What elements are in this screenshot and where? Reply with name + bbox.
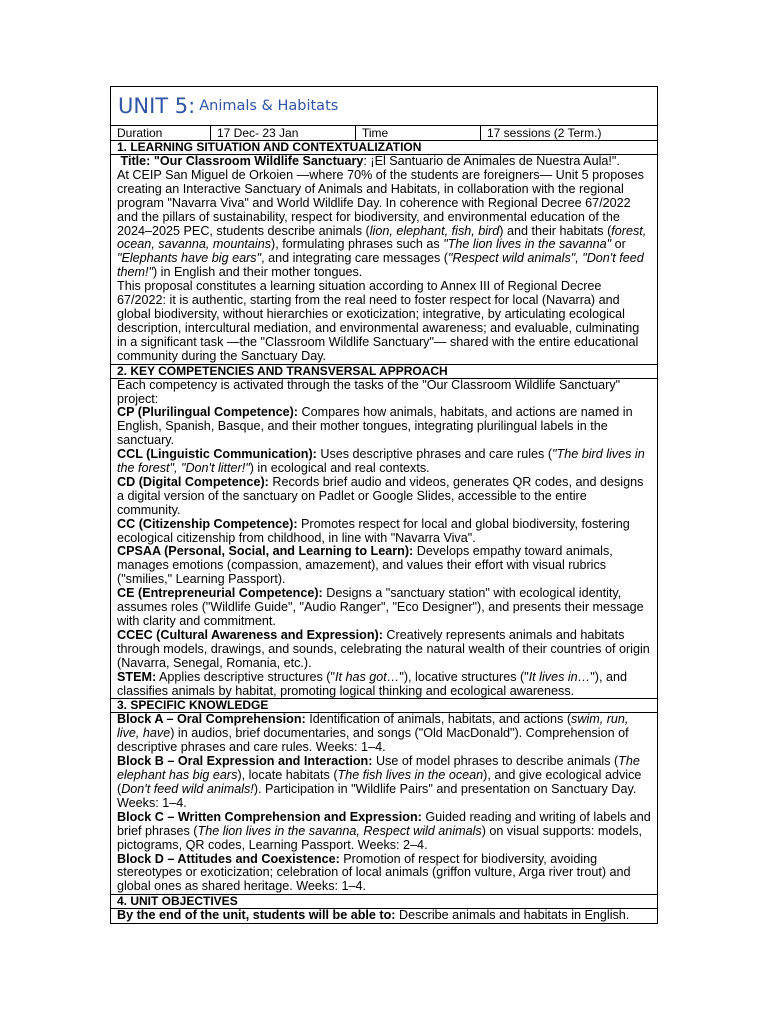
section-2-body: [111, 379, 657, 700]
unit-title: UNIT 5:: [118, 94, 196, 118]
section-1-body: [111, 155, 657, 365]
competency-stem: STEM: Applies descriptive structures ("It has got…"), locative structures ("It lives in…"), and classifies animals by habitat, promoting logical thinking and ecological awareness.: [117, 669, 627, 698]
competency-ccl: CCL (Linguistic Communication): Uses descriptive phrases and care rules ("The bird lives in the forest", "Don't litter!") in ecological and real contexts.: [117, 447, 645, 476]
competencies-intro: Each competency is activated through the tasks of the "Our Classroom Wildlife Sanctuary" project:: [117, 377, 621, 406]
section-2-heading: 2. KEY COMPETENCIES AND TRANSVERSAL APPROACH: [111, 365, 657, 379]
duration-label: Duration: [111, 126, 211, 140]
competency-cc: CC (Citizenship Competence): Promotes respect for local and global biodiversity, fostering ecological citizenship from childhood, in line with "Navarra Viva".: [117, 516, 630, 545]
learning-situation-paragraph: This proposal constitutes a learning situation according to Annex III of Regional Decree 67/2022: it is authentic, starting from the real need to foster respect for local (Navarra) and global biodiversity, without hierarchies or exoticization; integrative, by articulating ecological description, intercultural mediation, and environmental awareness; and evaluable, culminating in a significant task —the "Classroom Wildlife Sanctuary"— shared with the entire educational community during the Sanctuary Day.: [117, 279, 640, 363]
section-4-heading: 4. UNIT OBJECTIVES: [111, 895, 657, 909]
block-a: Block A – Oral Comprehension: Identification of animals, habitats, and actions (swim, run, live, have) in audios, brief documentaries, and songs ("Old MacDonald"). Comprehension of descriptive phrases and care rules. Weeks: 1–4.: [117, 712, 629, 755]
unit-subtitle: Animals & Habitats: [199, 98, 339, 114]
time-label: Time: [356, 126, 481, 140]
competency-cd: CD (Digital Competence): Records brief audio and videos, generates QR codes, and designs a digital version of the sanctuary on Padlet or Google Slides, accessible to the entire community.: [117, 474, 644, 517]
time-value: 17 sessions (2 Term.): [487, 126, 602, 140]
block-c: Block C – Written Comprehension and Expression: Guided reading and writing of labels and brief phrases (The lion lives in the savanna, Respect wild animals) on visual supports: models, pictograms, QR codes, Learning Passport. Weeks: 2–4.: [117, 809, 651, 852]
competency-cp: CP (Plurilingual Competence): Compares how animals, habitats, and actions are named in English, Spanish, Basque, and their mother tongues, integrating plurilingual labels in the sanctuary.: [117, 405, 633, 448]
block-b: Block B – Oral Expression and Interaction: Use of model phrases to describe animals (The elephant has big ears), locate habitats (The fish lives in the ocean), and give ecological advice (Don't feed wild animals!). Participation in "Wildlife Pairs" and presentation on Sanctuary Day. Weeks: 1–4.: [117, 754, 642, 810]
block-d: Block D – Attitudes and Coexistence: Promotion of respect for biodiversity, avoiding stereotypes or exoticization; celebration of local animals (griffon vulture, Arga river trout) and global ones as shared heritage. Weeks: 1–4.: [117, 851, 631, 894]
competency-ccec: CCEC (Cultural Awareness and Expression): Creatively represents animals and habitats through models, drawings, and sounds, celebrating the natural wealth of their countries of origin (Navarra, Senegal, Romania, etc.).: [117, 627, 650, 670]
section-4-body: [111, 909, 657, 923]
section-1-heading: 1. LEARNING SITUATION AND CONTEXTUALIZATION: [111, 141, 657, 155]
sanctuary-title: Title: "Our Classroom Wildlife Sanctuary: ¡El Santuario de Animales de Nuestra Aula!".: [120, 154, 620, 168]
unit-title-row: [111, 87, 657, 126]
unit-document: [110, 86, 658, 924]
context-paragraph: At CEIP San Miguel de Orkoien —where 70% of the students are foreigners— Unit 5 proposes creating an Interactive Sanctuary of Animals and Habitats, in collaboration with the regional program "Navarra Viva" and World Wildlife Day. In coherence with Regional Decree 67/2022 and the pillars of sustainability, respect for biodiversity, and environmental education of the 2024–2025 PEC, students describe animals (lion, elephant, fish, bird) and their habitats (forest, ocean, savanna, mountains), formulating phrases such as "The lion lives in the savanna" or "Elephants have big ears", and integrating care messages ("Respect wild animals", "Don't feed them!") in English and their mother tongues.: [117, 167, 647, 280]
section-3-body: [111, 713, 657, 895]
competency-cpsaa: CPSAA (Personal, Social, and Learning to Learn): Develops empathy toward animals, manages emotions (compassion, amazement), and values their effort with visual rubrics ("smilies," Learning Passport).: [117, 544, 613, 587]
objectives-lead: By the end of the unit, students will be able to: Describe animals and habitats in English.: [117, 908, 630, 923]
competency-ce: CE (Entrepreneurial Competence): Designs a "sanctuary station" with ecological identity, assumes roles ("Wildlife Guide", "Audio Ranger", "Eco Designer"), and presents their message with clarity and commitment.: [117, 586, 644, 628]
section-3-heading: 3. SPECIFIC KNOWLEDGE: [111, 699, 657, 713]
meta-row: [111, 126, 657, 141]
duration-value: 17 Dec- 23 Jan: [211, 126, 356, 140]
